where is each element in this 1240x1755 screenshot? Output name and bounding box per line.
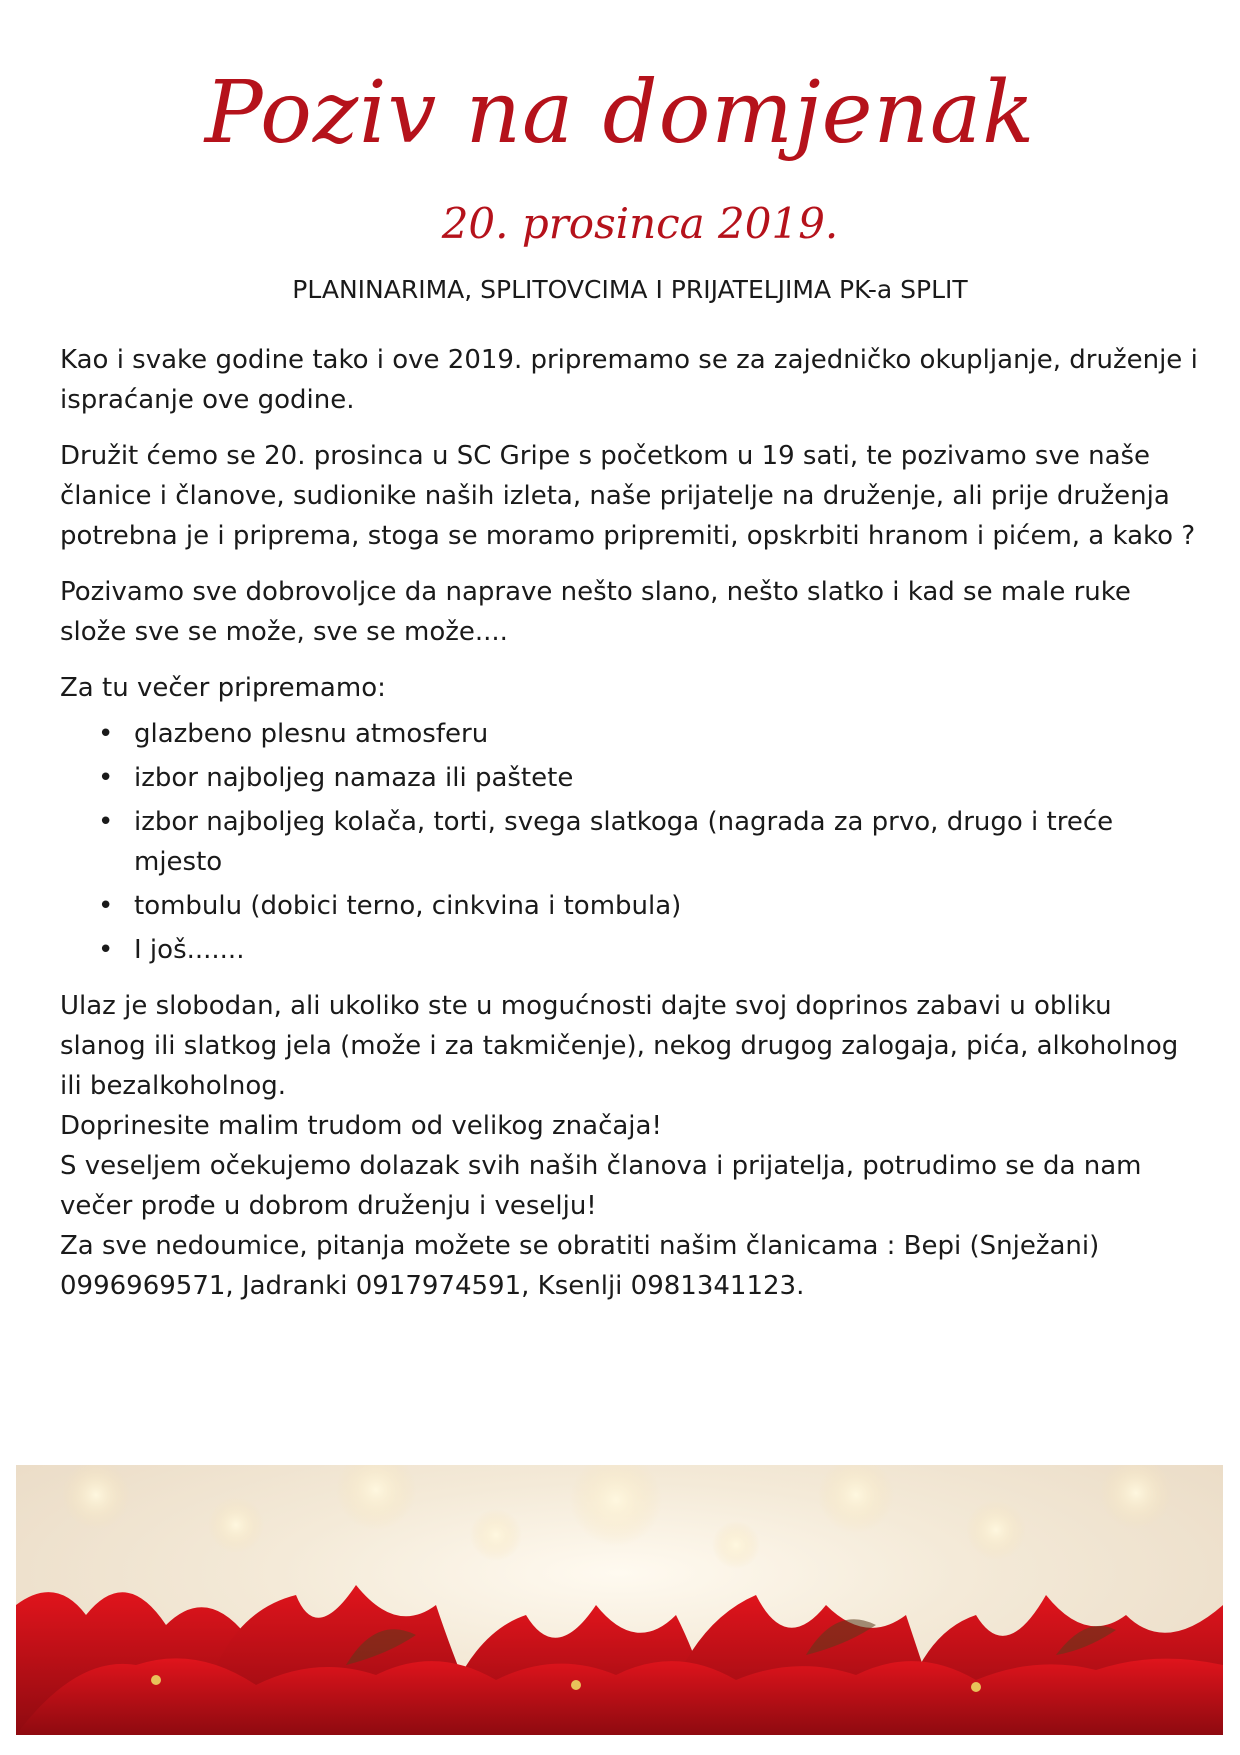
list-item: • tombulu (dobici terno, cinkvina i tombula) <box>60 886 1200 926</box>
poinsettia-banner-image <box>16 1465 1223 1735</box>
paragraph-contribute: Doprinesite malim trudom od velikog značaja! <box>60 1111 662 1141</box>
list-item: • I još....... <box>60 930 1200 970</box>
bullet-icon: • <box>98 719 114 749</box>
bullet-icon: • <box>98 891 114 921</box>
invite-subtitle: PLANINARIMA, SPLITOVCIMA I PRIJATELJIMA PK-a SPLIT <box>292 275 968 304</box>
paragraph-details: Družit ćemo se 20. prosinca u SC Gripe s početkom u 19 sati, te pozivamo sve naše članice i članove, sudionike naših izleta, naše prijatelje na druženje, ali prije druženja potrebna je i priprema, stoga se moramo pripremiti, opskrbiti hranom i pićem, a kako ? <box>60 441 1196 551</box>
poinsettia-illustration <box>16 1465 1223 1735</box>
program-list <box>60 714 1200 970</box>
paragraph-intro: Kao i svake godine tako i ove 2019. pripremamo se za zajedničko okupljanje, druženje i ispraćanje ove godine. <box>60 345 1198 415</box>
bullet-icon: • <box>98 807 114 837</box>
paragraph-welcome: S veseljem očekujemo dolazak svih naših članova i prijatelja, potrudimo se da nam večer prođe u dobrom druženju i veselju! <box>60 1151 1142 1221</box>
event-date: 20. prosinca 2019. <box>441 199 839 248</box>
paragraph-volunteers: Pozivamo sve dobrovoljce da naprave nešto slano, nešto slatko i kad se male ruke slože sve se može, sve se može.... <box>60 577 1131 647</box>
paragraph-contacts: Za sve nedoumice, pitanja možete se obratiti našim članicama : Bepi (Snježani) 0996969571, Jadranki 0917974591, Ksenlji 0981341123. <box>60 1231 1100 1301</box>
invitation-body <box>60 340 1200 1306</box>
paragraph-program-intro: Za tu večer pripremamo: <box>60 673 386 703</box>
list-item: • izbor najboljeg namaza ili paštete <box>60 758 1200 798</box>
bullet-icon: • <box>98 935 114 965</box>
paragraph-entry: Ulaz je slobodan, ali ukoliko ste u mogućnosti dajte svoj doprinos zabavi u obliku slanog ili slatkog jela (može i za takmičenje), nekog drugog zalogaja, pića, alkoholnog ili bezalkoholnog. <box>60 991 1179 1101</box>
page-title: Poziv na domjenak <box>204 63 1036 163</box>
bullet-icon: • <box>98 763 114 793</box>
list-item: • glazbeno plesnu atmosferu <box>60 714 1200 754</box>
list-item: • izbor najboljeg kolača, torti, svega slatkoga (nagrada za prvo, drugo i treće mjesto <box>60 802 1200 882</box>
